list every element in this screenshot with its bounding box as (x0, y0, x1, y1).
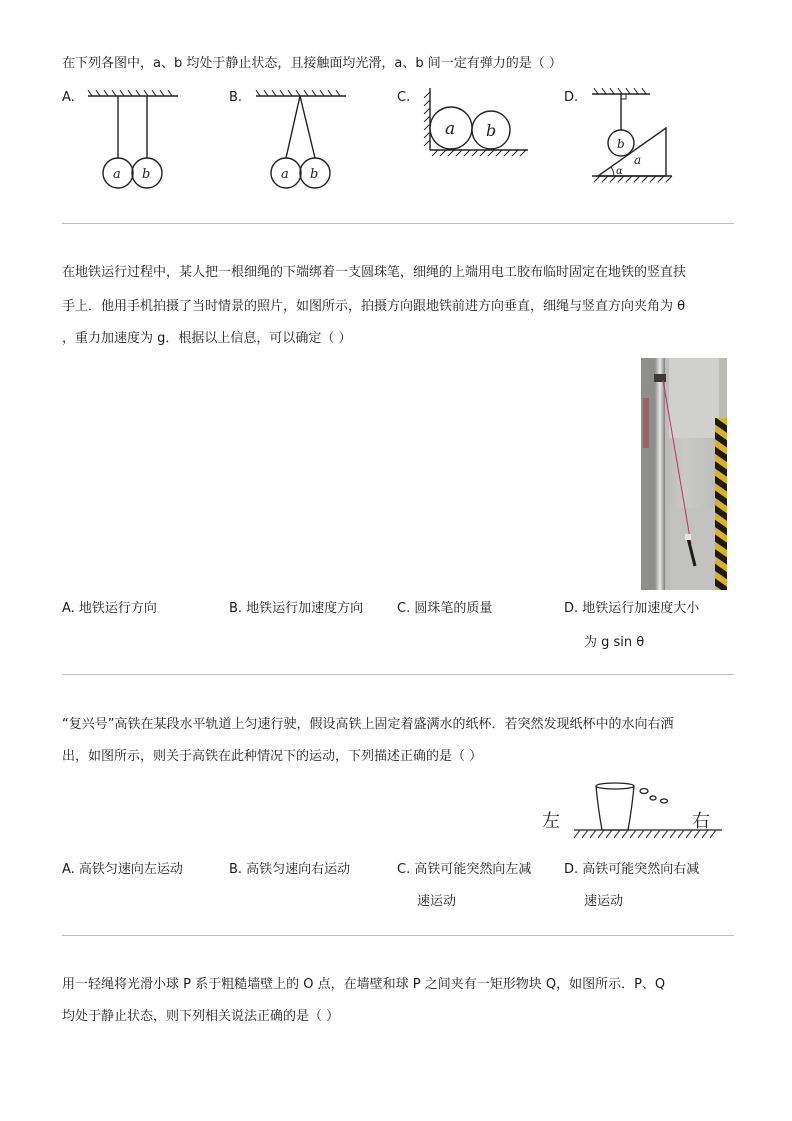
q2-option-c: C. 圆珠笔的质量 (397, 601, 493, 616)
q3-option-c: C. 高铁可能突然向左减 (397, 862, 532, 877)
q3-option-d: D. 高铁可能突然向右减 (564, 862, 700, 877)
q2-option-d: D. 地铁运行加速度大小 (564, 601, 700, 616)
q1-figure-d-angle-label: α (616, 166, 623, 177)
q2-option-d-continued: 为 g sin θ (584, 635, 645, 650)
q3-cup-figure (540, 778, 726, 840)
q3-stem-line2: 出，如图所示，则关于高铁在此种情况下的运动，下列描述正确的是（ ） (62, 749, 483, 764)
q2-stem-line1: 在地铁运行过程中，某人把一根细绳的下端绑着一支圆珠笔，细绳的上端用电工胶布临时固定在地铁的竖直扶 (62, 265, 687, 280)
q1-figure-a (84, 88, 180, 190)
q3-right-label: 右 (692, 811, 710, 832)
q1-figure-c-ball-a-label: a (445, 119, 456, 139)
q1-figure-d (588, 88, 678, 186)
q1-option-c-label: C. (397, 90, 411, 105)
q1-figure-c-ball-b-label: b (486, 121, 497, 140)
q2-stem-line3: ，重力加速度为 g．根据以上信息，可以确定（ ） (62, 331, 352, 346)
q3-option-d-continued: 速运动 (584, 894, 624, 909)
q3-option-b: B. 高铁匀速向右运动 (229, 862, 351, 877)
q2-stem-line2: 手上．他用手机拍摄了当时情景的照片，如图所示，拍摄方向跟地铁前进方向垂直，细绳与竖直方向夹角为 θ (62, 299, 686, 314)
q1-figure-b (252, 88, 348, 190)
q2-option-b: B. 地铁运行加速度方向 (229, 601, 364, 616)
q1-figure-a-ball-b-label: b (142, 167, 151, 182)
q3-left-label: 左 (542, 811, 560, 832)
q3-stem-line1: “复兴号”高铁在某段水平轨道上匀速行驶，假设高铁上固定着盛满水的纸杯．若突然发现纸杯中的水向右洒 (62, 717, 674, 732)
q1-stem: 在下列各图中，a、b 均处于静止状态，且接触面均光滑，a、b 间一定有弹力的是（ ） (62, 56, 562, 71)
q1-figure-d-ball-b-label: b (617, 137, 625, 151)
q4-stem-line1: 用一轻绳将光滑小球 P 系于粗糙墙壁上的 O 点，在墙壁和球 P 之间夹有一矩形物块 Q，如图所示．P、Q (62, 977, 666, 992)
q3-option-a: A. 高铁匀速向左运动 (62, 862, 183, 877)
q2-subway-photo (641, 358, 727, 590)
q3-option-c-continued: 速运动 (417, 894, 457, 909)
divider-2 (62, 674, 734, 675)
q1-figure-c (420, 84, 532, 160)
q1-figure-d-wedge-a-label: a (634, 153, 642, 167)
q4-stem-line2: 均处于静止状态，则下列相关说法正确的是（ ） (62, 1009, 340, 1024)
q1-option-d-label: D. (564, 90, 579, 105)
q1-figure-a-ball-a-label: a (113, 167, 121, 182)
q1-figure-b-ball-a-label: a (281, 167, 289, 182)
q1-option-a-label: A. (62, 90, 75, 105)
q2-option-a: A. 地铁运行方向 (62, 601, 157, 616)
q1-figure-b-ball-b-label: b (310, 167, 319, 182)
divider-1 (62, 223, 734, 224)
q1-option-b-label: B. (229, 90, 243, 105)
divider-3 (62, 935, 734, 936)
